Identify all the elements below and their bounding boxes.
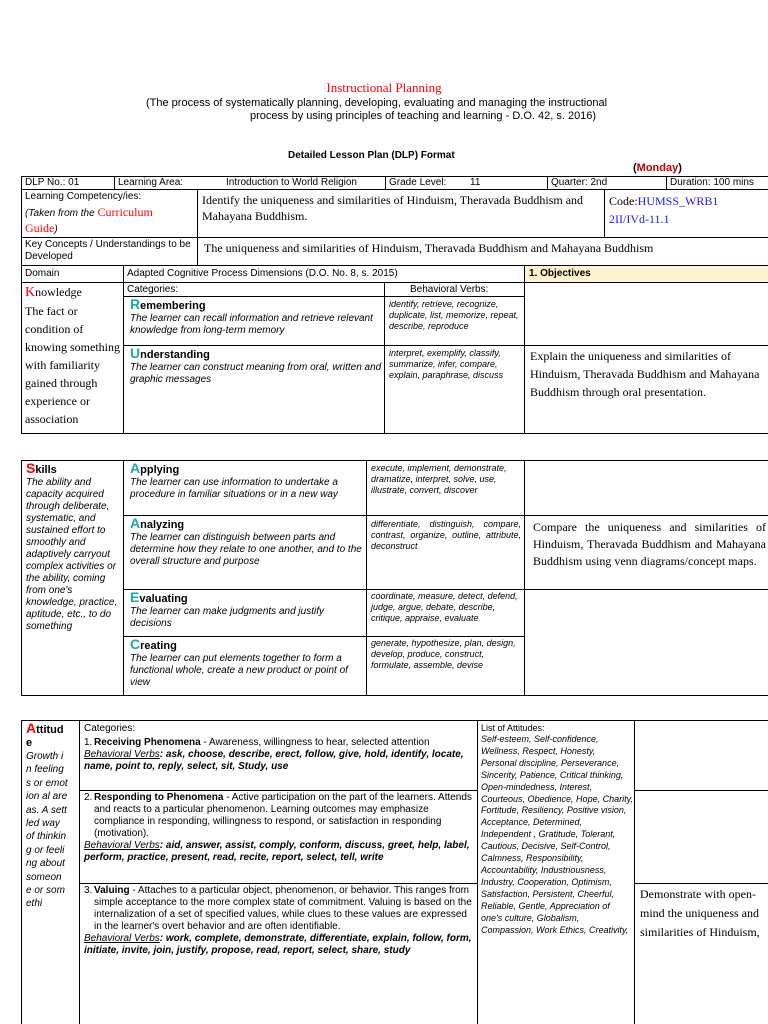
understanding-category: Understanding The learner can construct meaning from oral, written and graphic messages	[130, 345, 382, 385]
receiving-phenomena: 1. Receiving Phenomena - Awareness, willingness to hear, selected attention Behavioral Verbs: ask, choose, describe, erect, follow, give, hold, identify, locate, name, point to, reply, select, sit, Study, use	[84, 737, 464, 772]
quarter: Quarter: 2nd	[551, 177, 608, 188]
skills-description: The ability and capacity acquired through deliberate, systematic, and sustained effort to smoothly and adaptively carryout complex activities or the ability, coming from one's knowledge, practice, aptitude, etc., to do something	[26, 477, 118, 632]
analyzing-category: Analyzing The learner can distinguish between parts and determine how they relate to one another, and to the overall structure and purpose	[130, 515, 362, 567]
knowledge-domain: Knowledge The fact or condition of knowing something with familiarity gained through experience or association	[25, 285, 120, 426]
skills-objective: Compare the uniqueness and similarities of Hinduism, Theravada Buddhism and Mahayana Buddhism using venn diagrams/concept maps.	[533, 520, 766, 568]
adapted-dimensions-label: Adapted Cognitive Process Dimensions (D.O. No. 8, s. 2015)	[127, 268, 398, 279]
creating-category: Creating The learner can put elements together to form a functional whole, create a new product or point of view	[130, 636, 348, 688]
duration: Duration: 100 mins	[670, 177, 754, 188]
grade-level-value: 11	[470, 177, 481, 188]
learning-area-value: Introduction to World Religion	[226, 177, 357, 188]
competency-label: Learning Competency/ies:	[25, 191, 142, 202]
dlp-format-heading: Detailed Lesson Plan (DLP) Format	[288, 150, 455, 161]
analyzing-verbs: differentiate, distinguish, compare, contrast, organize, outline, attribute, deconstruct	[371, 519, 521, 551]
key-concepts-text: The uniqueness and similarities of Hinduism, Theravada Buddhism and Mahayana Buddhism	[204, 241, 654, 255]
competency-code: Code:HUMSS_WRB1 2II/IVd-11.1	[609, 194, 719, 226]
remembering-verbs: identify, retrieve, recognize, duplicate, list, memorize, repeat, describe, reproduce	[389, 299, 519, 331]
categories-label: Categories:	[127, 284, 179, 295]
valuing: 3. Valuing - Attaches to a particular object, phenomenon, or behavior. This ranges from simple acceptance to the more complex state of commitment. Valuing is based on the internalization of a set of specified values, while clues to these values are expressed in the learner's overt behavior and are often identifiable. Behavioral Verbs: work, complete, demonstrate, differentiate, explain, follow, form, initiate, invite, join, justify, propose, read, report, select, share, study	[84, 885, 472, 956]
dlp-no: DLP No.: 01	[25, 177, 80, 188]
skills-domain: Skills The ability and capacity acquired through deliberate, systematic, and sustained effort to smoothly and adaptively carryout complex activities or the ability, coming from one's knowledge, practice, aptitude, etc., to do something	[26, 462, 120, 633]
attitude-categories-label: Categories:	[84, 723, 136, 734]
applying-verbs: execute, implement, demonstrate, dramatize, interpret, solve, use, illustrate, convert, discover	[371, 463, 507, 495]
knowledge-description: The fact or condition of knowing something with familiarity gained through experience or association	[25, 304, 120, 426]
evaluating-verbs: coordinate, measure, detect, defend, judge, argue, debate, describe, critique, appraise, evaluate	[371, 591, 518, 623]
attitude-domain: Attitud e Growth in feelings or emotion al areas. A settled way of thinking or feeling about someon e or somethi	[26, 720, 68, 910]
day-label: (Monday)	[633, 162, 682, 174]
grade-level-label: Grade Level:	[389, 177, 447, 188]
attitude-description: Growth in feelings or emotion al areas. A settled way of thinking or feeling about someon e or somethi	[26, 751, 68, 910]
understanding-verbs: interpret, exemplify, classify, summarize, infer, compare, explain, paraphrase, discuss	[389, 348, 504, 380]
page-title: Instructional Planning	[326, 80, 442, 95]
applying-category: Applying The learner can use information to undertake a procedure in familiar situations or in a new way	[130, 460, 338, 500]
remembering-category: Remembering The learner can recall information and retrieve relevant knowledge from long-term memory	[130, 296, 373, 336]
attitudes-list: List of Attitudes: Self-esteem, Self-confidence, Wellness, Respect, Honesty, Personal discipline, Perseverance, Sincerity, Patience, Critical thinking, Open-mindedness, Interest, Courteous, Obedience, Hope, Charity, Fortitude, Resiliency, Positive vision, Acceptance, Determined, Independent , Gratitude, Tolerant, Cautious, Decisive, Self-Control, Calmness, Responsibility, Accountability, Industriousness, Industry, Cooperation, Optimism, Satisfaction, Persistent, Cheerful, Reliable, Gentle, Appreciation of one's culture, Globalism, Compassion, Work Ethics, Creativity,	[481, 723, 633, 935]
behavioral-verbs-label: Behavioral Verbs:	[410, 284, 489, 295]
subtitle-line-2: process by using principles of teaching and learning - D.O. 42, s. 2016)	[250, 110, 597, 122]
key-concepts-label: Key Concepts / Understandings to be Developed	[25, 239, 191, 262]
creating-verbs: generate, hypothesize, plan, design, develop, produce, construct, formulate, assemble, devise	[371, 638, 516, 670]
learning-area-label: Learning Area:	[118, 177, 184, 188]
subtitle-line-1: (The process of systematically planning, developing, evaluating and managing the instructional	[146, 97, 608, 109]
competency-source: (Taken from the Curriculum Guide)	[25, 205, 153, 235]
knowledge-objective: Explain the uniqueness and similarities of Hinduism, Theravada Buddhism and Mahayana Buddhism through oral presentation.	[530, 349, 760, 399]
responding-phenomena: 2. Responding to Phenomena - Active participation on the part of the learners. Attends and reacts to a particular phenomenon. Learning outcomes may emphasize compliance in responding, willingness to respond, or satisfaction in responding (motivation). Behavioral Verbs: aid, answer, assist, comply, conform, discuss, greet, help, label, perform, practice, present, read, recite, report, select, tell, write	[84, 792, 472, 863]
domain-label: Domain	[25, 268, 60, 279]
objectives-heading: 1. Objectives	[529, 268, 591, 279]
attitude-objective: Demonstrate with open-mind the uniqueness and similarities of Hinduism,	[640, 887, 760, 939]
competency-text: Identify the uniqueness and similarities of Hinduism, Theravada Buddhism and Mahayana Buddhism.	[202, 193, 584, 223]
evaluating-category: Evaluating The learner can make judgments and justify decisions	[130, 589, 324, 629]
